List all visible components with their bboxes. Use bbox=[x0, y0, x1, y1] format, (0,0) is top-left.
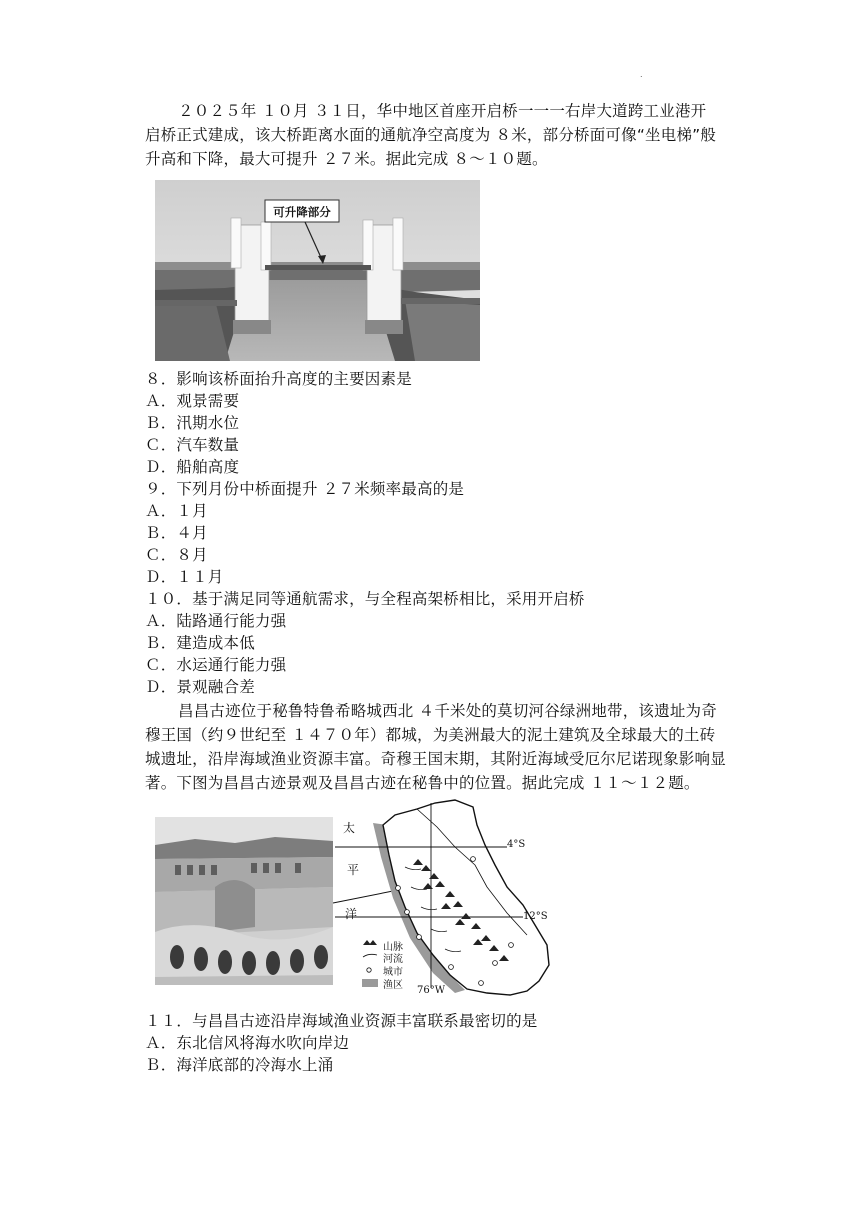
intro-line-2: 启桥正式建成，该大桥距离水面的通航净空高度为 ８米，部分桥面可像“坐电梯”般 bbox=[145, 126, 717, 144]
q11-option-a[interactable]: Ａ．东北信风将海水吹向岸边 bbox=[145, 1034, 350, 1052]
longitude-label-76w: 76°W bbox=[417, 985, 446, 996]
passage2-line-3: 城遗址，沿岸海域渔业资源丰富。奇穆王国末期，其附近海域受厄尔尼诺现象影响显 bbox=[145, 750, 726, 768]
bridge-photo bbox=[155, 180, 480, 361]
q9-stem: ９．下列月份中桥面提升 ２７米频率最高的是 bbox=[145, 480, 465, 498]
latitude-label-4s: 4°S bbox=[507, 839, 526, 850]
legend-fishery-label: 渔区 bbox=[383, 980, 403, 991]
q9-option-a[interactable]: Ａ．１月 bbox=[145, 502, 208, 520]
q11-stem: １１．与昌昌古迹沿岸海域渔业资源丰富联系最密切的是 bbox=[145, 1012, 538, 1030]
passage2-line-1: 昌昌古迹位于秘鲁特鲁希略城西北 ４千米处的莫切河谷绿洲地带，该遗址为奇 bbox=[178, 702, 717, 720]
legend-mountain-label: 山脉 bbox=[383, 942, 403, 953]
q10-option-b[interactable]: Ｂ．建造成本低 bbox=[145, 634, 255, 652]
liftable-section-label: 可升降部分 bbox=[273, 205, 331, 219]
legend-river-label: 河流 bbox=[383, 954, 403, 965]
legend-city-label: 城市 bbox=[383, 967, 403, 978]
q10-option-a[interactable]: Ａ．陆路通行能力强 bbox=[145, 612, 287, 630]
q8-stem: ８．影响该桥面抬升高度的主要因素是 bbox=[145, 370, 412, 388]
passage2-line-4: 著。下图为昌昌古迹景观及昌昌古迹在秘鲁中的位置。据此完成 １１～１２题。 bbox=[145, 774, 700, 792]
q9-option-d[interactable]: Ｄ．１１月 bbox=[145, 568, 224, 586]
q9-option-b[interactable]: Ｂ．４月 bbox=[145, 524, 208, 542]
q11-option-b[interactable]: Ｂ．海洋底部的冷海水上涌 bbox=[145, 1056, 334, 1074]
ocean-label-char-3: 洋 bbox=[345, 907, 358, 921]
q8-option-a[interactable]: Ａ．观景需要 bbox=[145, 392, 240, 410]
q10-option-d[interactable]: Ｄ．景观融合差 bbox=[145, 678, 255, 696]
q10-option-c[interactable]: Ｃ．水运通行能力强 bbox=[145, 656, 287, 674]
q9-option-c[interactable]: Ｃ．８月 bbox=[145, 546, 208, 564]
page-mark: . bbox=[640, 70, 643, 79]
intro-line-3: 升高和下降，最大可提升 ２７米。据此完成 ８～１０题。 bbox=[145, 150, 548, 168]
passage2-line-2: 穆王国（约９世纪至 １４７０年）都城，为美洲最大的泥土建筑及全球最大的土砖 bbox=[145, 726, 716, 744]
intro-line-1: ２０２５年 １０月 ３１日，华中地区首座开启桥一一一右岸大道跨工业港开 bbox=[178, 102, 707, 120]
q8-option-b[interactable]: Ｂ．汛期水位 bbox=[145, 414, 240, 432]
ocean-label-char-1: 太 bbox=[343, 821, 356, 835]
latitude-label-12s: 12°S bbox=[523, 911, 548, 922]
ocean-label-char-2: 平 bbox=[347, 863, 360, 877]
q8-option-d[interactable]: Ｄ．船舶高度 bbox=[145, 458, 240, 476]
chanchan-figure bbox=[155, 795, 555, 1000]
q10-stem: １０．基于满足同等通航需求，与全程高架桥相比，采用开启桥 bbox=[145, 590, 585, 608]
q8-option-c[interactable]: Ｃ．汽车数量 bbox=[145, 436, 240, 454]
map-legend-icons bbox=[362, 940, 378, 987]
